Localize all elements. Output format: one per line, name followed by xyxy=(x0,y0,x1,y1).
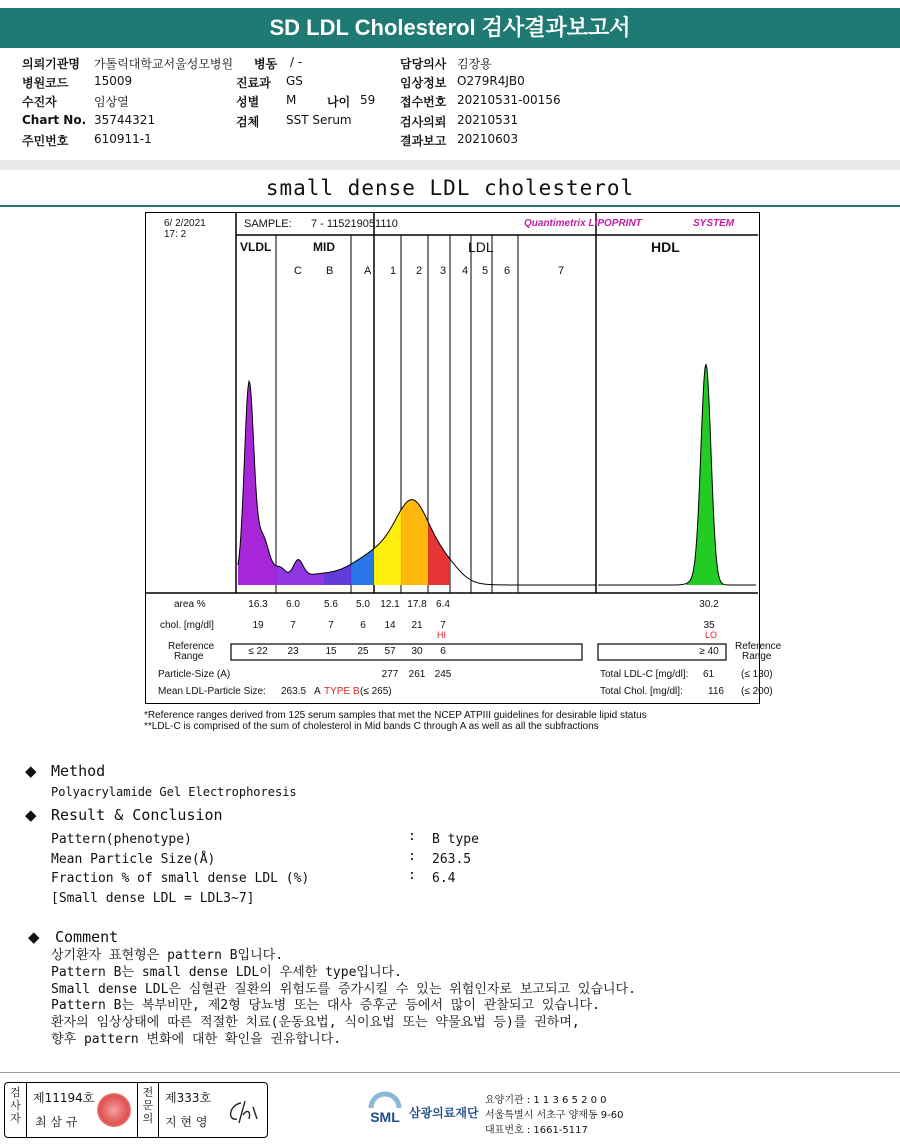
band-fill xyxy=(324,564,351,585)
comment-line: 상기환자 표현형은 pattern B입니다. xyxy=(51,948,284,963)
specialist-label xyxy=(137,1083,159,1137)
total-chol-value: 116 xyxy=(708,686,724,697)
footnote-2: **LDL-C is comprised of the sum of cholesterol in Mid bands C through A as well as all the subfractions xyxy=(144,721,599,732)
sml-logo-icon xyxy=(365,1088,405,1128)
ref-value: 6 xyxy=(440,646,446,657)
brand-name: Quantimetrix LIPOPRINT xyxy=(524,218,642,229)
area-value: 6.0 xyxy=(286,599,300,610)
total-chol-ref: (≤ 200) xyxy=(741,686,773,697)
sample-label: SAMPLE: xyxy=(244,218,292,230)
type-limit: (≤ 265) xyxy=(360,686,392,697)
ref-value: 57 xyxy=(384,646,396,657)
id-label: 주민번호 xyxy=(22,134,69,148)
chart-date: 6/ 2/2021 xyxy=(164,218,206,229)
institution-label: 의뢰기관명 xyxy=(22,57,80,71)
doctor-label: 담당의사 xyxy=(400,57,447,71)
result-value-fraction: 6.4 xyxy=(432,871,456,886)
comment-line: Small dense LDL은 심혈관 질환의 위험도를 증가시킬 수 있는 위험인자로 보고되고 있습니다. xyxy=(51,981,636,997)
seal-icon xyxy=(97,1093,131,1127)
result-label-fraction: Fraction % of small dense LDL (%) xyxy=(51,871,310,886)
sub-band-label: 3 xyxy=(440,265,447,277)
comment-line: Pattern B는 복부비만, 제2형 당뇨병 또는 대사 증후군 등에서 많이 관찰되고 있습니다. xyxy=(51,998,600,1014)
bullet-icon: ◆ xyxy=(25,806,37,824)
area-label: area % xyxy=(174,599,206,610)
report-label: 결과보고 xyxy=(400,134,447,148)
ref-value: 30 xyxy=(411,646,423,657)
receipt-value: 20210531-00156 xyxy=(457,93,561,107)
hospital-code-label: 병원코드 xyxy=(22,76,69,90)
specimen-label: 검체 xyxy=(236,115,260,129)
method-title: Method xyxy=(51,762,106,780)
care-code: 요양기관 : 1 1 3 6 5 2 0 0 xyxy=(485,1095,607,1106)
particle-size-value: 261 xyxy=(408,669,426,680)
name-value: 임상열 xyxy=(94,95,129,109)
id-value: 610911-1 xyxy=(94,132,152,146)
footnote-1: *Reference ranges derived from 125 serum samples that met the NCEP ATPIII guidelines for desirable lipid status xyxy=(144,710,647,721)
chol-value: 21 xyxy=(411,620,423,631)
area-value: 30.2 xyxy=(699,599,719,610)
title-underline xyxy=(0,205,900,207)
band-fill xyxy=(351,548,374,585)
band-fills xyxy=(238,364,726,585)
mean-value: 263.5 xyxy=(281,686,307,697)
comment-line: 향후 pattern 변화에 대한 확인을 권유합니다. xyxy=(51,1031,342,1047)
report-header: SD LDL Cholesterol 검사결과보고서 xyxy=(0,8,900,48)
sub-band-label: B xyxy=(326,265,334,277)
clinical-label: 임상정보 xyxy=(400,76,447,90)
sub-band-label: A xyxy=(364,265,372,277)
total-chol-label: Total Chol. [mg/dl]: xyxy=(600,686,683,697)
ref-value: 23 xyxy=(287,646,299,657)
band-hdl: HDL xyxy=(651,239,680,255)
chol-value: 7 xyxy=(290,620,296,631)
examiner-label-text: 검사자 xyxy=(10,1086,21,1125)
org-address: 서울특별시 서초구 양재동 9-60 xyxy=(485,1110,624,1121)
type-b: TYPE B xyxy=(324,686,360,697)
org-name: 삼광의료재단 xyxy=(409,1106,479,1120)
doctor-value: 김장용 xyxy=(457,57,492,71)
chol-value: 7 xyxy=(328,620,334,631)
method-text: Polyacrylamide Gel Electrophoresis xyxy=(51,785,297,799)
chart-no-label: Chart No. xyxy=(22,113,87,127)
bullet-icon: ◆ xyxy=(25,762,37,780)
result-value-pattern: B type xyxy=(432,832,479,847)
total-ldl-ref: (≤ 130) xyxy=(741,669,773,680)
ref-label: Reference xyxy=(168,641,215,652)
footer-divider xyxy=(0,1072,900,1073)
institution-value: 가톨릭대학교서울성모병원 xyxy=(94,57,234,71)
specialist-label-text: 전문의 xyxy=(142,1086,154,1125)
result-note: [Small dense LDL = LDL3~7] xyxy=(51,891,255,906)
particle-size-value: 245 xyxy=(434,669,452,680)
comment-title: Comment xyxy=(55,928,119,946)
result-label-pattern: Pattern(phenotype) xyxy=(51,832,192,847)
examiner-name: 최 삼 규 xyxy=(35,1115,78,1129)
chol-label: chol. [mg/dl] xyxy=(160,620,214,631)
lipoprint-chart xyxy=(145,212,782,704)
result-value-size: 263.5 xyxy=(432,852,472,867)
band-vldl: VLDL xyxy=(240,240,272,254)
value-table xyxy=(231,644,726,660)
result-colon: : xyxy=(408,829,416,844)
total-ldl-value: 61 xyxy=(703,669,715,680)
sub-band-label: 2 xyxy=(416,265,423,277)
ref-label-right-range: Range xyxy=(742,651,772,662)
brand-system: SYSTEM xyxy=(693,218,735,229)
comment-line: 환자의 임상상태에 따른 적절한 치료(운동요법, 식이요법 또는 약물요법 등)를 권하며, xyxy=(51,1015,580,1031)
area-value: 12.1 xyxy=(380,599,400,610)
chol-value: 19 xyxy=(252,620,264,631)
age-value: 59 xyxy=(360,93,376,107)
ref-value: ≤ 22 xyxy=(248,646,268,657)
chol-value: 14 xyxy=(384,620,396,631)
type-a: A xyxy=(314,686,321,697)
specimen-value: SST Serum xyxy=(286,113,352,127)
total-ldl-label: Total LDL-C [mg/dl]: xyxy=(600,669,689,680)
sub-band-label: C xyxy=(294,265,302,277)
area-value: 5.6 xyxy=(324,599,338,610)
area-value: 5.0 xyxy=(356,599,370,610)
hdl-fill xyxy=(686,364,726,585)
result-colon: : xyxy=(408,868,416,883)
ref-label-range: Range xyxy=(174,651,204,662)
ref-value: 25 xyxy=(357,646,369,657)
result-title: Result & Conclusion xyxy=(51,806,223,824)
band-fill xyxy=(276,560,324,585)
band-lines xyxy=(276,213,596,593)
ref-value: 15 xyxy=(325,646,337,657)
request-label: 검사의뢰 xyxy=(400,115,447,129)
sub-band-label: 4 xyxy=(462,265,469,277)
sex-value: M xyxy=(286,93,297,107)
result-colon: : xyxy=(408,849,416,864)
signature-icon xyxy=(223,1097,261,1127)
hdl-curve xyxy=(598,364,756,585)
band-mid: MID xyxy=(313,240,335,254)
department-value: GS xyxy=(286,74,303,88)
receipt-label: 접수번호 xyxy=(400,95,447,109)
ward-label: 병동 xyxy=(254,57,278,71)
specialist-no: 제333호 xyxy=(165,1091,212,1105)
signature-box xyxy=(4,1082,268,1138)
area-value: 6.4 xyxy=(436,599,450,610)
specialist-name: 지 현 영 xyxy=(165,1115,208,1129)
ref-label-right: Reference xyxy=(735,641,782,652)
particle-label: Particle-Size (A) xyxy=(158,669,231,680)
report-title: small dense LDL cholesterol xyxy=(265,176,635,200)
lo-flag: LO xyxy=(705,630,718,640)
request-value: 20210531 xyxy=(457,113,519,127)
hospital-code-value: 15009 xyxy=(94,74,133,88)
band-fill xyxy=(428,522,450,585)
chol-value: 35 xyxy=(703,620,715,631)
age-label: 나이 xyxy=(327,95,351,109)
separator-band xyxy=(0,160,900,170)
examiner-no: 제11194호 xyxy=(33,1091,95,1105)
particle-size-value: 277 xyxy=(381,669,399,680)
comment-body xyxy=(51,948,636,1049)
org-phone: 대표번호 : 1661-5117 xyxy=(485,1125,588,1136)
svg-text:SML: SML xyxy=(370,1109,400,1125)
examiner-label xyxy=(5,1083,27,1137)
chol-value: 7 xyxy=(440,620,446,631)
chart-no-value: 35744321 xyxy=(94,113,156,127)
chol-value: 6 xyxy=(360,620,366,631)
sub-band-label: 7 xyxy=(558,265,565,277)
bullet-icon: ◆ xyxy=(28,928,40,946)
chart-time: 17: 2 xyxy=(164,229,187,240)
sub-band-label: 1 xyxy=(390,265,397,277)
comment-line: Pattern B는 small dense LDL이 우세한 type입니다. xyxy=(51,964,402,980)
sub-band-label: 5 xyxy=(482,265,489,277)
department-label: 진료과 xyxy=(236,76,271,90)
area-value: 17.8 xyxy=(407,599,427,610)
sex-label: 성별 xyxy=(236,95,260,109)
report-value: 20210603 xyxy=(457,132,519,146)
ward-value: / - xyxy=(290,55,303,69)
sample-value: 7 - 115219051110 xyxy=(311,218,398,230)
clinical-value: O279R4JB0 xyxy=(457,74,525,88)
area-value: 16.3 xyxy=(248,599,268,610)
mean-label: Mean LDL-Particle Size: xyxy=(158,686,266,697)
hi-flag: HI xyxy=(437,630,446,640)
sub-band-label: 6 xyxy=(504,265,511,277)
result-label-size: Mean Particle Size(Å) xyxy=(51,852,216,867)
name-label: 수진자 xyxy=(22,95,57,109)
ref-value: ≥ 40 xyxy=(699,646,719,657)
band-fill xyxy=(374,510,401,585)
band-ldl: LDL xyxy=(468,239,494,255)
